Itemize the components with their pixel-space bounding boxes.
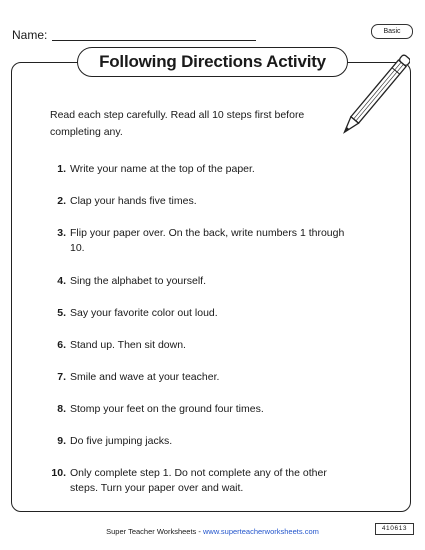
step-text: Say your favorite color out loud.	[70, 307, 218, 319]
step-text: Stand up. Then sit down.	[70, 339, 186, 351]
step-number: 4.	[57, 275, 66, 287]
step-number: 6.	[57, 339, 66, 351]
step-number: 7.	[57, 371, 66, 383]
worksheet-title: Following Directions Activity	[77, 47, 348, 77]
footer-site-name: Super Teacher Worksheets	[106, 527, 197, 536]
step-text: Smile and wave at your teacher.	[70, 371, 220, 383]
step-text: Write your name at the top of the paper.	[70, 163, 255, 175]
name-line[interactable]	[52, 40, 256, 41]
step-text: Stomp your feet on the ground four times.	[70, 403, 264, 415]
footer	[0, 527, 425, 536]
step-text: Do five jumping jacks.	[70, 435, 173, 447]
footer-url-link[interactable]: www.superteacherworksheets.com	[202, 527, 319, 536]
instructions-text: Read each step carefully. Read all 10 steps first before completing any.	[50, 109, 305, 138]
step-text: Only complete step 1. Do not complete any of the other steps. Turn your paper over and wait.	[70, 467, 327, 494]
name-label: Name:	[12, 28, 48, 42]
step-text: Clap your hands five times.	[70, 195, 197, 207]
step-number: 9.	[57, 435, 66, 447]
footer-separator: -	[196, 527, 203, 536]
pencil-icon	[338, 48, 410, 146]
step-number: 3.	[57, 227, 66, 239]
level-badge: Basic	[371, 24, 413, 39]
worksheet-code: 410613	[375, 523, 414, 535]
step-number: 2.	[57, 195, 66, 207]
step-number: 5.	[57, 307, 66, 319]
step-number: 1.	[57, 163, 66, 175]
step-number: 10.	[51, 467, 66, 479]
step-text: Sing the alphabet to yourself.	[70, 275, 207, 287]
step-text: Flip your paper over. On the back, write numbers 1 through 10.	[70, 227, 345, 254]
step-number: 8.	[57, 403, 66, 415]
